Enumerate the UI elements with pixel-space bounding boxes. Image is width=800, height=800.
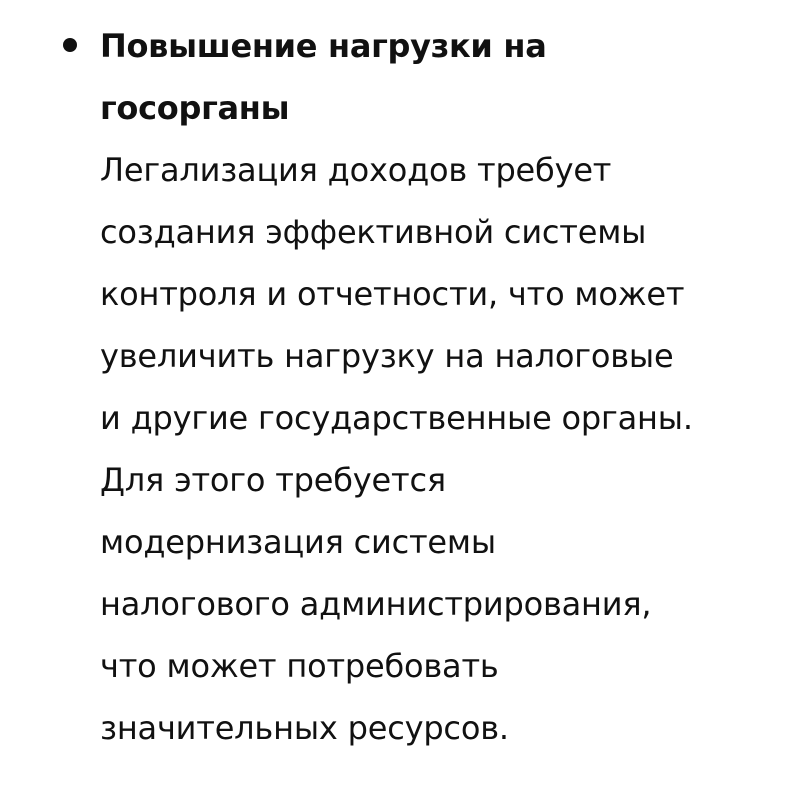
body-line-10: значительных ресурсов. [100, 709, 509, 747]
heading-line-2: госорганы [100, 89, 290, 127]
heading-line-1: Повышение нагрузки на [100, 27, 547, 65]
body-line-6: Для этого требуется [100, 461, 446, 499]
bullet-dot-icon [63, 38, 77, 52]
item-body-text [100, 139, 760, 759]
body-line-4: увеличить нагрузку на налоговые [100, 337, 674, 375]
body-line-8: налогового администрирования, [100, 585, 652, 623]
body-line-2: создания эффективной системы [100, 213, 647, 251]
body-line-1: Легализация доходов требует [100, 151, 612, 189]
body-line-5: и другие государственные органы. [100, 399, 693, 437]
body-line-3: контроля и отчетности, что может [100, 275, 685, 313]
item-heading [100, 15, 740, 139]
body-line-9: что может потребовать [100, 647, 499, 685]
body-line-7: модернизация системы [100, 523, 496, 561]
